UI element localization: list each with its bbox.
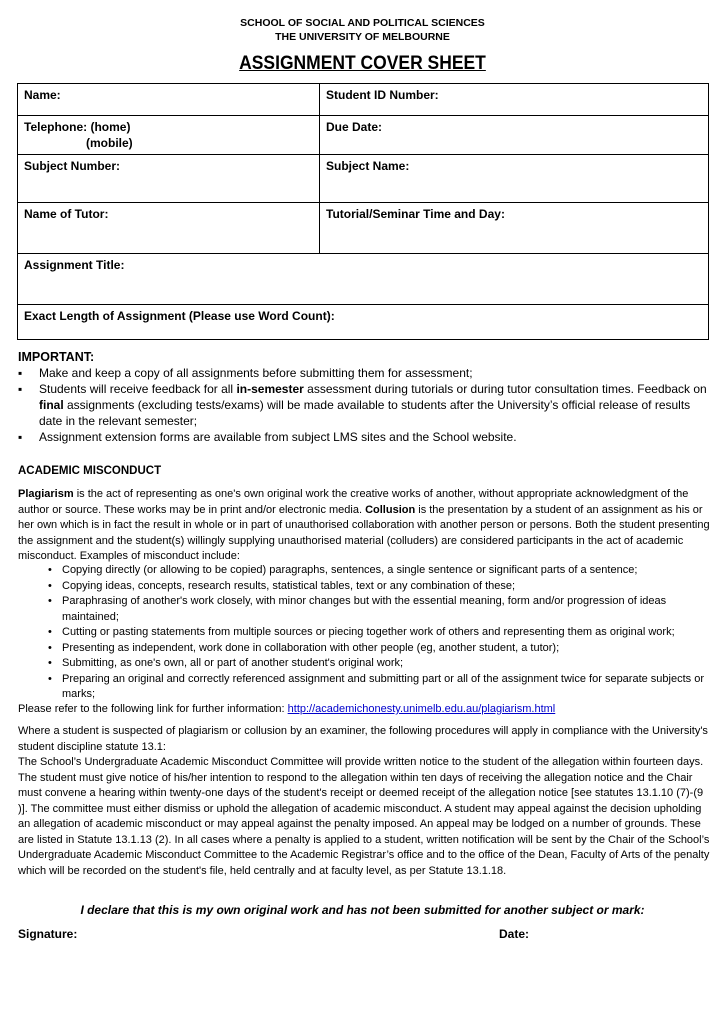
list-item: • Copying ideas, concepts, research results, statistical tables, text or any combination of these; xyxy=(18,579,710,595)
subject-number-field[interactable] xyxy=(18,155,320,203)
date-label: Date: xyxy=(499,927,530,941)
cover-sheet-form xyxy=(17,83,709,340)
name-label: Name: xyxy=(24,88,61,102)
student-id-field[interactable] xyxy=(320,84,709,116)
misconduct-heading: ACADEMIC MISCONDUCT xyxy=(18,465,162,477)
tutorial-time-label: Tutorial/Seminar Time and Day: xyxy=(326,207,505,221)
refer-line: Please refer to the following link for further information: http://academichonesty.unimelb.edu.au/plagiarism.html xyxy=(18,703,556,715)
important-item: ▪ Make and keep a copy of all assignments before submitting them for assessment; xyxy=(18,365,710,381)
tutor-label: Name of Tutor: xyxy=(24,207,109,221)
page-title: ASSIGNMENT COVER SHEET xyxy=(239,53,486,74)
subject-name-label: Subject Name: xyxy=(326,159,410,173)
assignment-title-field[interactable] xyxy=(18,254,709,305)
university-name: THE UNIVERSITY OF MELBOURNE xyxy=(275,31,450,43)
list-item: • Submitting, as one's own, all or part of another student's original work; xyxy=(18,656,710,672)
due-date-field[interactable] xyxy=(320,116,709,155)
telephone-field[interactable] xyxy=(18,116,320,155)
subject-name-field[interactable] xyxy=(320,155,709,203)
misconduct-examples-list xyxy=(18,563,710,703)
list-item: • Copying directly (or allowing to be copied) paragraphs, sentences, a single sentence or significant parts of a sentence; xyxy=(18,563,710,579)
procedure-text xyxy=(18,724,710,879)
list-item: • Presenting as independent, work done in collaboration with other people (eg, another student, a tutor); xyxy=(18,641,710,657)
important-item: ▪ Students will receive feedback for all in-semester assessment during tutorials or during tutor consultation times. Feedback on final assignments (excluding tests/exams) will be made available to students after the University’s official release of results date in the relevant semester; xyxy=(18,381,710,429)
school-name: SCHOOL OF SOCIAL AND POLITICAL SCIENCES xyxy=(240,17,485,29)
telephone-home-label: Telephone: (home) xyxy=(24,120,131,134)
plagiarism-link[interactable]: http://academichonesty.unimelb.edu.au/plagiarism.html xyxy=(287,703,556,715)
telephone-mobile-label: (mobile) xyxy=(86,136,133,150)
list-item: • Cutting or pasting statements from multiple sources or piecing together work of others and representing them as original work; xyxy=(18,625,710,641)
student-id-label: Student ID Number: xyxy=(326,88,439,102)
assignment-title-label: Assignment Title: xyxy=(24,258,125,272)
list-item: • Preparing an original and correctly referenced assignment and submitting part or all of the assignment twice for separate subjects or marks; xyxy=(18,672,710,703)
exact-length-field[interactable] xyxy=(18,305,709,340)
exact-length-label: Exact Length of Assignment (Please use Word Count): xyxy=(24,309,335,323)
important-item: ▪ Assignment extension forms are available from subject LMS sites and the School website. xyxy=(18,429,710,445)
tutorial-time-field[interactable] xyxy=(320,203,709,254)
procedure-intro: Where a student is suspected of plagiarism or collusion by an examiner, the following procedures will apply in compliance with the University's student discipline statute 13.1: xyxy=(18,725,708,753)
due-date-label: Due Date: xyxy=(326,120,383,134)
declaration: I declare that this is my own original work and has not been submitted for another subject or mark: xyxy=(80,903,645,917)
list-item: • Paraphrasing of another's work closely, with minor changes but with the essential meaning, form and/or progression of ideas maintained; xyxy=(18,594,710,625)
plagiarism-paragraph: Plagiarism is the act of representing as one's own original work the creative works of another, without appropriate acknowledgment of the author or source. These works may be in print and/or electronic media. Collusion is the presentation by a student of an assignment as his or her own which is in fact the result in whole or in part of unauthorised collaboration with another person or persons. Both the student presenting the assignment and the student(s) willingly supplying unauthorised material (colluders) are considered participants in the act of academic misconduct. Examples of misconduct include: xyxy=(18,488,710,562)
name-field[interactable] xyxy=(18,84,320,116)
subject-number-label: Subject Number: xyxy=(24,159,121,173)
important-list xyxy=(18,365,710,445)
tutor-field[interactable] xyxy=(18,203,320,254)
important-heading: IMPORTANT: xyxy=(18,350,95,364)
procedure-details: The School’s Undergraduate Academic Misconduct Committee will provide written notice to the student of the allegation within fourteen days. The student must give notice of his/her intention to respond to the allegation within ten days of receiving the allegation notice and the Chair must convene a hearing within twenty-one days of the student's receipt or deemed receipt of the allegation notice [see statutes 13.1.10 (7)-(9 )]. The committee must either dismiss or uphold the allegation of academic misconduct. A student may appeal against the decision upholding an allegation of academic misconduct or may appeal against the penalty imposed. An appeal may be lodged on a number of grounds. These are listed in Statute 13.1.13 (2). In all cases where a penalty is applied to a student, written notification will be sent by the Chair of the School’s Undergraduate Academic Misconduct Committee to the Academic Registrar’s office and to the office of the Dean, Faculty of Arts of the penalty which will be recorded on the student's file, held centrally and at faculty level, as per Statute 13.1.18. xyxy=(18,756,710,877)
signature-label: Signature: xyxy=(18,927,78,941)
